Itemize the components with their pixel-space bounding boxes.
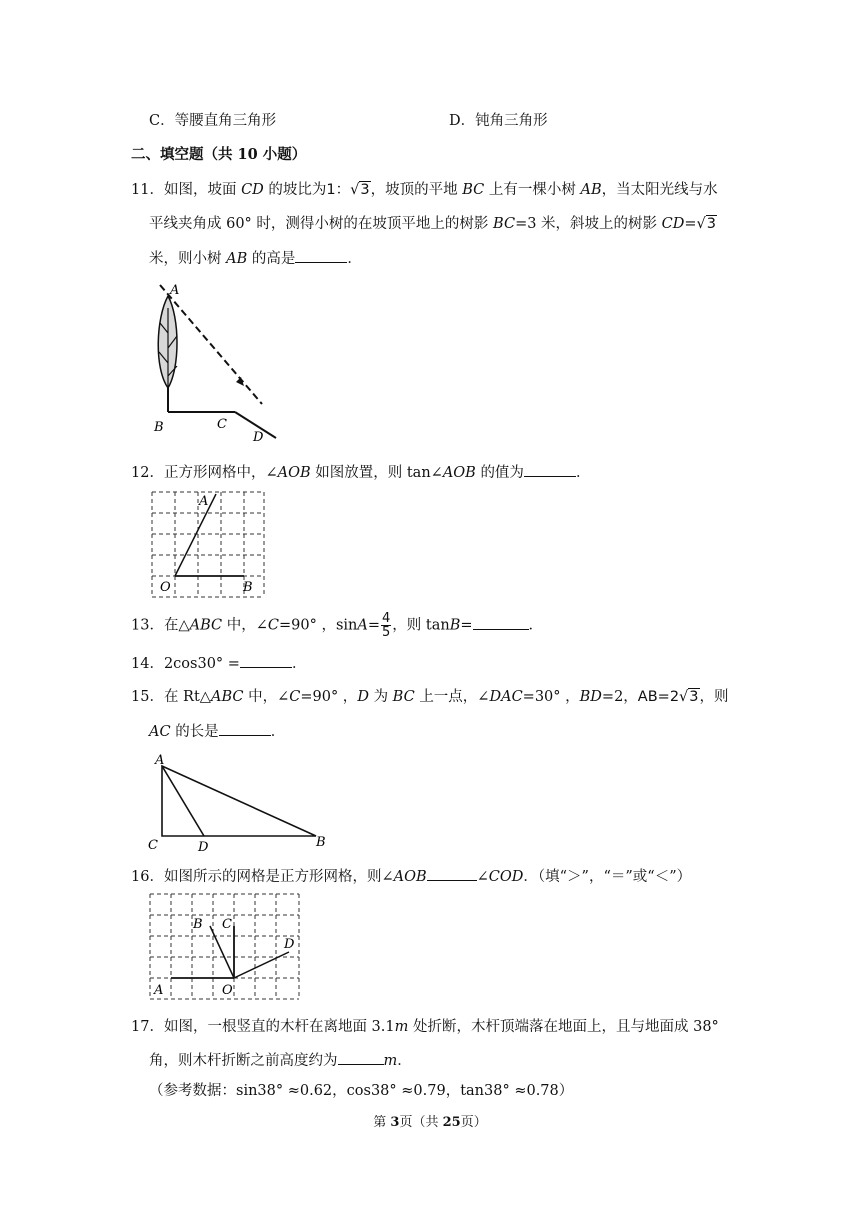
ab-value: AB=2√3 [637, 689, 699, 705]
q10-option-c: C．等腰直角三角形 [149, 113, 277, 129]
q15-text: ，则 [699, 689, 729, 705]
q15-text: 在 Rt△ [163, 689, 211, 705]
q13-number: 13． [131, 617, 164, 634]
triangle-abc [162, 766, 316, 836]
label-c: C [222, 917, 232, 932]
var-bd: BD [579, 689, 602, 705]
q12-grid-figure [148, 488, 268, 600]
q15-text: =30° ， [522, 689, 580, 705]
q11-line-2 [149, 214, 717, 234]
sqrt-3: √3 [696, 216, 717, 232]
q15-number: 15． [131, 689, 164, 705]
var-c: C [267, 617, 279, 634]
q12-line [131, 462, 590, 483]
q16-text: 如图所示的网格是正方形网格，则∠ [163, 869, 394, 885]
q14-number: 14． [131, 656, 164, 672]
q17-text: ． [397, 1053, 412, 1069]
q13-text: ，则 tan [392, 617, 450, 634]
q16-number: 16． [131, 869, 164, 885]
q11-text: =3 米，斜坡上的树影 [515, 216, 658, 232]
q11-text: 平线夹角成 60° 时，测得小树的在坡顶平地上的树影 [149, 216, 489, 232]
q16-text: ．（填“＞”，“＝”或“＜”） [523, 869, 692, 885]
label-o: O [222, 983, 233, 998]
var-c: C [289, 689, 301, 705]
q15-text: ． [270, 724, 286, 740]
q14-line [131, 653, 306, 674]
var-ab: AB [226, 251, 248, 267]
ratio-prefix: 1： [326, 182, 351, 198]
q11-text: = [684, 216, 697, 232]
var-b: B [449, 617, 461, 634]
q16-grid-figure [146, 890, 306, 1002]
q16-text: ∠ [476, 869, 489, 885]
q17-text: 处折断，木杆顶端落在地面上，且与地面成 38° [412, 1019, 719, 1035]
q15-text: 中，∠ [248, 689, 290, 705]
ab-equals: AB=2 [637, 689, 680, 705]
q11-line-1 [131, 180, 718, 200]
radicand: 3 [706, 216, 717, 232]
var-bc: BC [392, 689, 415, 705]
q13-text: = [460, 617, 473, 634]
footer-text: 页（共 [399, 1115, 443, 1130]
label-b: B [154, 420, 164, 435]
q17-text: 角，则木杆折断之前高度约为 [149, 1053, 338, 1069]
q17-reference-data: （参考数据：sin38° ≈0.62，cos38° ≈0.79，tan38° ≈0.78） [149, 1083, 574, 1099]
slope-ratio: 1：√3 [326, 182, 370, 198]
q11-text: ． [347, 251, 362, 267]
var-bc: BC [493, 216, 516, 232]
answer-blank[interactable] [338, 1050, 384, 1065]
q13-text: 在△ [163, 617, 190, 634]
q11-text: 如图，坡面 [163, 182, 237, 198]
q13-text: = [367, 617, 381, 634]
q11-text: 的坡比为 [268, 182, 327, 198]
q12-text: 正方形网格中，∠ [163, 465, 278, 481]
label-a: A [199, 494, 209, 509]
q15-triangle-figure [146, 752, 336, 854]
answer-blank[interactable] [219, 721, 271, 736]
ray-ob [210, 926, 234, 978]
label-b: B [316, 835, 326, 850]
footer-text: 页） [460, 1115, 487, 1130]
q13-line [131, 612, 543, 639]
var-d: D [357, 689, 369, 705]
q12-text: 如图放置，则 tan∠ [315, 465, 443, 481]
fraction-denominator: 5 [382, 625, 391, 640]
page-footer [0, 1111, 860, 1130]
unit-m: m [383, 1053, 398, 1069]
segment-ad [162, 766, 204, 836]
label-b: B [193, 917, 203, 932]
q15-text: 的长是 [175, 724, 219, 740]
label-o: O [160, 580, 171, 595]
q14-text: 2cos30° = [163, 656, 240, 672]
q11-text: ，坡顶的平地 [370, 182, 458, 198]
q15-text: =2， [601, 689, 638, 705]
q15-line-2 [149, 721, 285, 742]
q13-text: =90° ，sin [278, 617, 358, 634]
label-b: B [243, 580, 253, 595]
radicand: 3 [360, 182, 370, 198]
q12-text: 的值为 [480, 465, 524, 481]
q12-text: ． [575, 465, 591, 481]
answer-blank[interactable] [240, 653, 292, 668]
label-d: D [284, 937, 295, 952]
page-number: 3 [390, 1115, 400, 1130]
fraction-4-5 [381, 612, 391, 639]
answer-blank[interactable] [427, 866, 477, 881]
total-pages: 25 [442, 1115, 461, 1130]
var-dac: DAC [489, 689, 523, 705]
q10-option-d: D．钝角三角形 [449, 113, 548, 129]
label-a: A [155, 753, 165, 768]
q11-text: 的高是 [251, 251, 296, 267]
var-aob: AOB [393, 869, 427, 885]
var-abc: ABC [189, 617, 223, 634]
answer-blank[interactable] [473, 615, 529, 630]
q15-text: 上一点，∠ [419, 689, 490, 705]
q17-number: 17． [131, 1019, 164, 1035]
radicand: 3 [689, 689, 699, 705]
answer-blank[interactable] [295, 248, 347, 263]
label-c: C [148, 838, 158, 853]
label-d: D [198, 840, 209, 854]
q15-line-1 [131, 687, 729, 707]
answer-blank[interactable] [524, 462, 576, 477]
section-title: 二、填空题（共 10 小题） [131, 146, 307, 163]
q13-text: ． [528, 617, 544, 634]
label-d: D [253, 430, 264, 443]
label-a: A [154, 983, 164, 998]
var-a: A [357, 617, 368, 634]
q15-text: 为 [373, 689, 389, 705]
footer-text: 第 [373, 1115, 391, 1130]
label-a: A [170, 283, 180, 298]
var-aob: AOB [277, 465, 311, 481]
q17-line-2 [149, 1050, 412, 1071]
var-aob: AOB [442, 465, 476, 481]
q12-number: 12． [131, 465, 164, 481]
var-abc: ABC [210, 689, 244, 705]
ray-oa [175, 494, 216, 576]
label-c: C [217, 417, 227, 432]
q17-text: 如图，一根竖直的木杆在离地面 3.1 [163, 1019, 395, 1035]
var-cod: COD [488, 869, 524, 885]
q13-text: 中，∠ [226, 617, 268, 634]
q11-text: 上有一棵小树 [488, 182, 576, 198]
q11-text: 米，则小树 [149, 251, 222, 267]
var-cd: CD [241, 182, 264, 198]
q11-tree-figure [150, 278, 280, 443]
ray-od [234, 952, 289, 978]
q14-text: ． [291, 656, 307, 672]
var-ab: AB [580, 182, 602, 198]
var-ac: AC [149, 724, 171, 740]
var-bc: BC [462, 182, 485, 198]
q11-line-3 [149, 248, 362, 269]
unit-m: m [394, 1019, 409, 1035]
fraction-numerator: 4 [382, 611, 391, 626]
q11-text: ，当太阳光线与水 [601, 182, 718, 198]
q17-line-1 [131, 1017, 719, 1037]
var-cd: CD [661, 216, 685, 232]
q16-line [131, 866, 691, 887]
q11-number: 11． [131, 182, 164, 198]
q15-text: =90° ， [300, 689, 358, 705]
